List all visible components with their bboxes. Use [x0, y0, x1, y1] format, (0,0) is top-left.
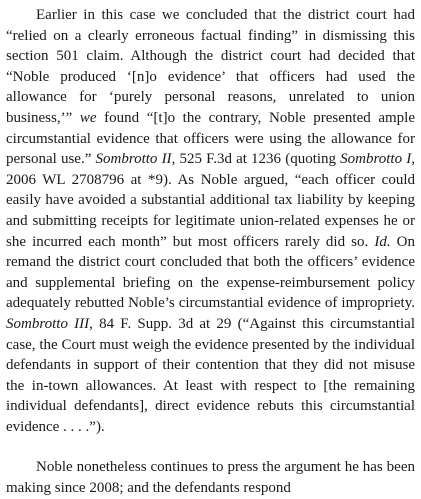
text-run: , 525 F.3d at 1236 (quoting	[171, 151, 341, 168]
text-run: Noble nonetheless continues to press the argument he has been making since 2008; and the defendants respond	[6, 459, 415, 497]
case-citation: Sombrotto I	[340, 151, 412, 168]
text-run: found “[t]o the contrary, Noble presented ample circumstantial evidence that officers were using the allowance for personal use.”	[6, 109, 415, 168]
paragraph-2	[6, 457, 415, 498]
case-citation: Id.	[374, 233, 391, 250]
paragraph-1	[6, 5, 415, 437]
text-run: , 2006 WL 2708796 at *9). As Noble argued, “each officer could easily have avoided a substantial additional tax liability by keeping and submitting receipts for legitimate union-related expenses he or she incurred each month” but most officers rarely did so.	[6, 151, 415, 250]
case-citation: Sombrotto III	[6, 315, 90, 332]
text-run: On remand the district court concluded that both the officers’ evidence and supplemental briefing on the expense-reimbursement policy adequately rebutted Noble’s circumstantial evidence of impropriety.	[6, 233, 415, 312]
italic-run: we	[79, 109, 97, 126]
case-citation: Sombrotto II	[95, 151, 172, 168]
text-run: , 84 F. Supp. 3d at 29 (“Against this circumstantial case, the Court must weigh the evidence presented by the individual defendants in support of their contention that they did not misuse the in-town allowances. At least with respect to [the remaining individual defendants], direct evidence rebuts this circumstantial evidence . . . .”).	[6, 315, 415, 435]
text-run: Earlier in this case we concluded that the district court had “relied on a clearly erroneous factual finding” in dismissing this section 501 claim. Although the district court had decided that “Noble produced ‘[n]o evidence’ that officers had used the allowance for ‘purely personal reasons, unrelated to union business,’”	[6, 7, 415, 126]
